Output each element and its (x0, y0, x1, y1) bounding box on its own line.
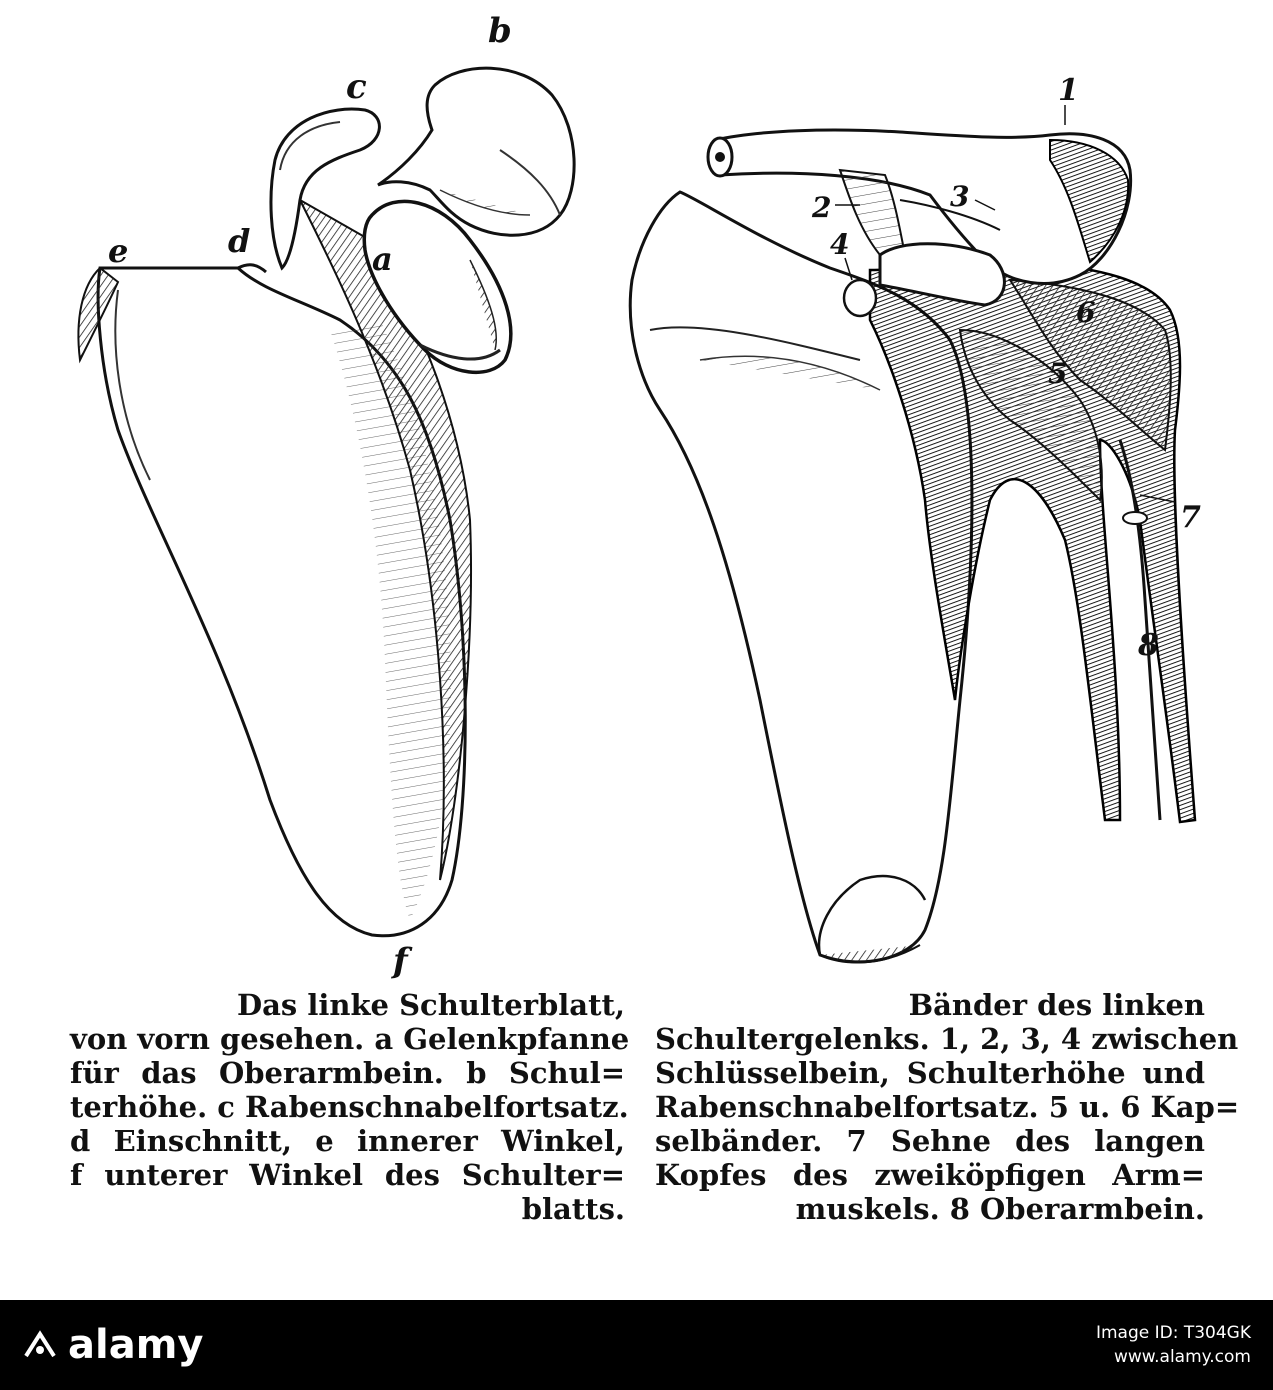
caption-line: Rabenschnabelfortsatz. 5 u. 6 Kap= (655, 1090, 1240, 1124)
caption-line: muskels. 8 Oberarmbein. (795, 1192, 1205, 1226)
label-7: 7 (1180, 500, 1201, 535)
caption-line: selbänder. 7 Sehne des langen (655, 1124, 1205, 1158)
watermark-footer (0, 1300, 1273, 1390)
left-figure-caption (70, 988, 630, 1226)
caption-line: Das linke Schulterblatt, (236, 988, 625, 1022)
caption-line: für das Oberarmbein. b Schul= (70, 1056, 625, 1090)
alamy-logo-icon (22, 1330, 58, 1360)
right-shoulder-figure (630, 73, 1201, 963)
label-b: b (488, 11, 512, 51)
caption-line: Bänder des linken (908, 988, 1205, 1022)
caption-line: Schultergelenks. 1, 2, 3, 4 zwischen (655, 1022, 1239, 1056)
label-4: 4 (830, 228, 850, 261)
caption-line: von vorn gesehen. a Gelenkpfanne (70, 1022, 630, 1056)
caption-line: d Einschnitt, e innerer Winkel, (70, 1124, 625, 1158)
image-meta (1096, 1321, 1251, 1369)
label-d: d (228, 222, 251, 260)
caption-line: terhöhe. c Rabenschnabelfortsatz. (70, 1090, 629, 1124)
label-6: 6 (1076, 296, 1096, 329)
label-c: c (346, 67, 367, 107)
caption-line: Schlüsselbein, Schulterhöhe und (655, 1056, 1205, 1090)
label-a: a (372, 240, 393, 278)
biceps-tendon-cross-section (1123, 512, 1147, 524)
label-e: e (108, 232, 129, 270)
label-5: 5 (1048, 357, 1068, 390)
caption-line: Kopfes des zweiköpfigen Arm= (655, 1158, 1205, 1192)
caption-line: blatts. (521, 1192, 625, 1226)
left-scapula-figure (78, 11, 574, 981)
label-f: f (393, 941, 408, 981)
right-figure-caption (655, 988, 1240, 1226)
site-url[interactable]: www.alamy.com (1113, 1347, 1251, 1367)
label-1: 1 (1058, 73, 1079, 108)
image-id: Image ID: T304GK (1095, 1323, 1251, 1343)
caption-line: f unterer Winkel des Schulter= (70, 1158, 625, 1192)
brand-logo[interactable] (22, 1322, 203, 1368)
brand-name: alamy (68, 1322, 204, 1368)
label-8: 8 (1138, 628, 1159, 663)
scapular-notch (844, 280, 876, 316)
label-3: 3 (950, 180, 970, 213)
label-2: 2 (812, 191, 832, 224)
